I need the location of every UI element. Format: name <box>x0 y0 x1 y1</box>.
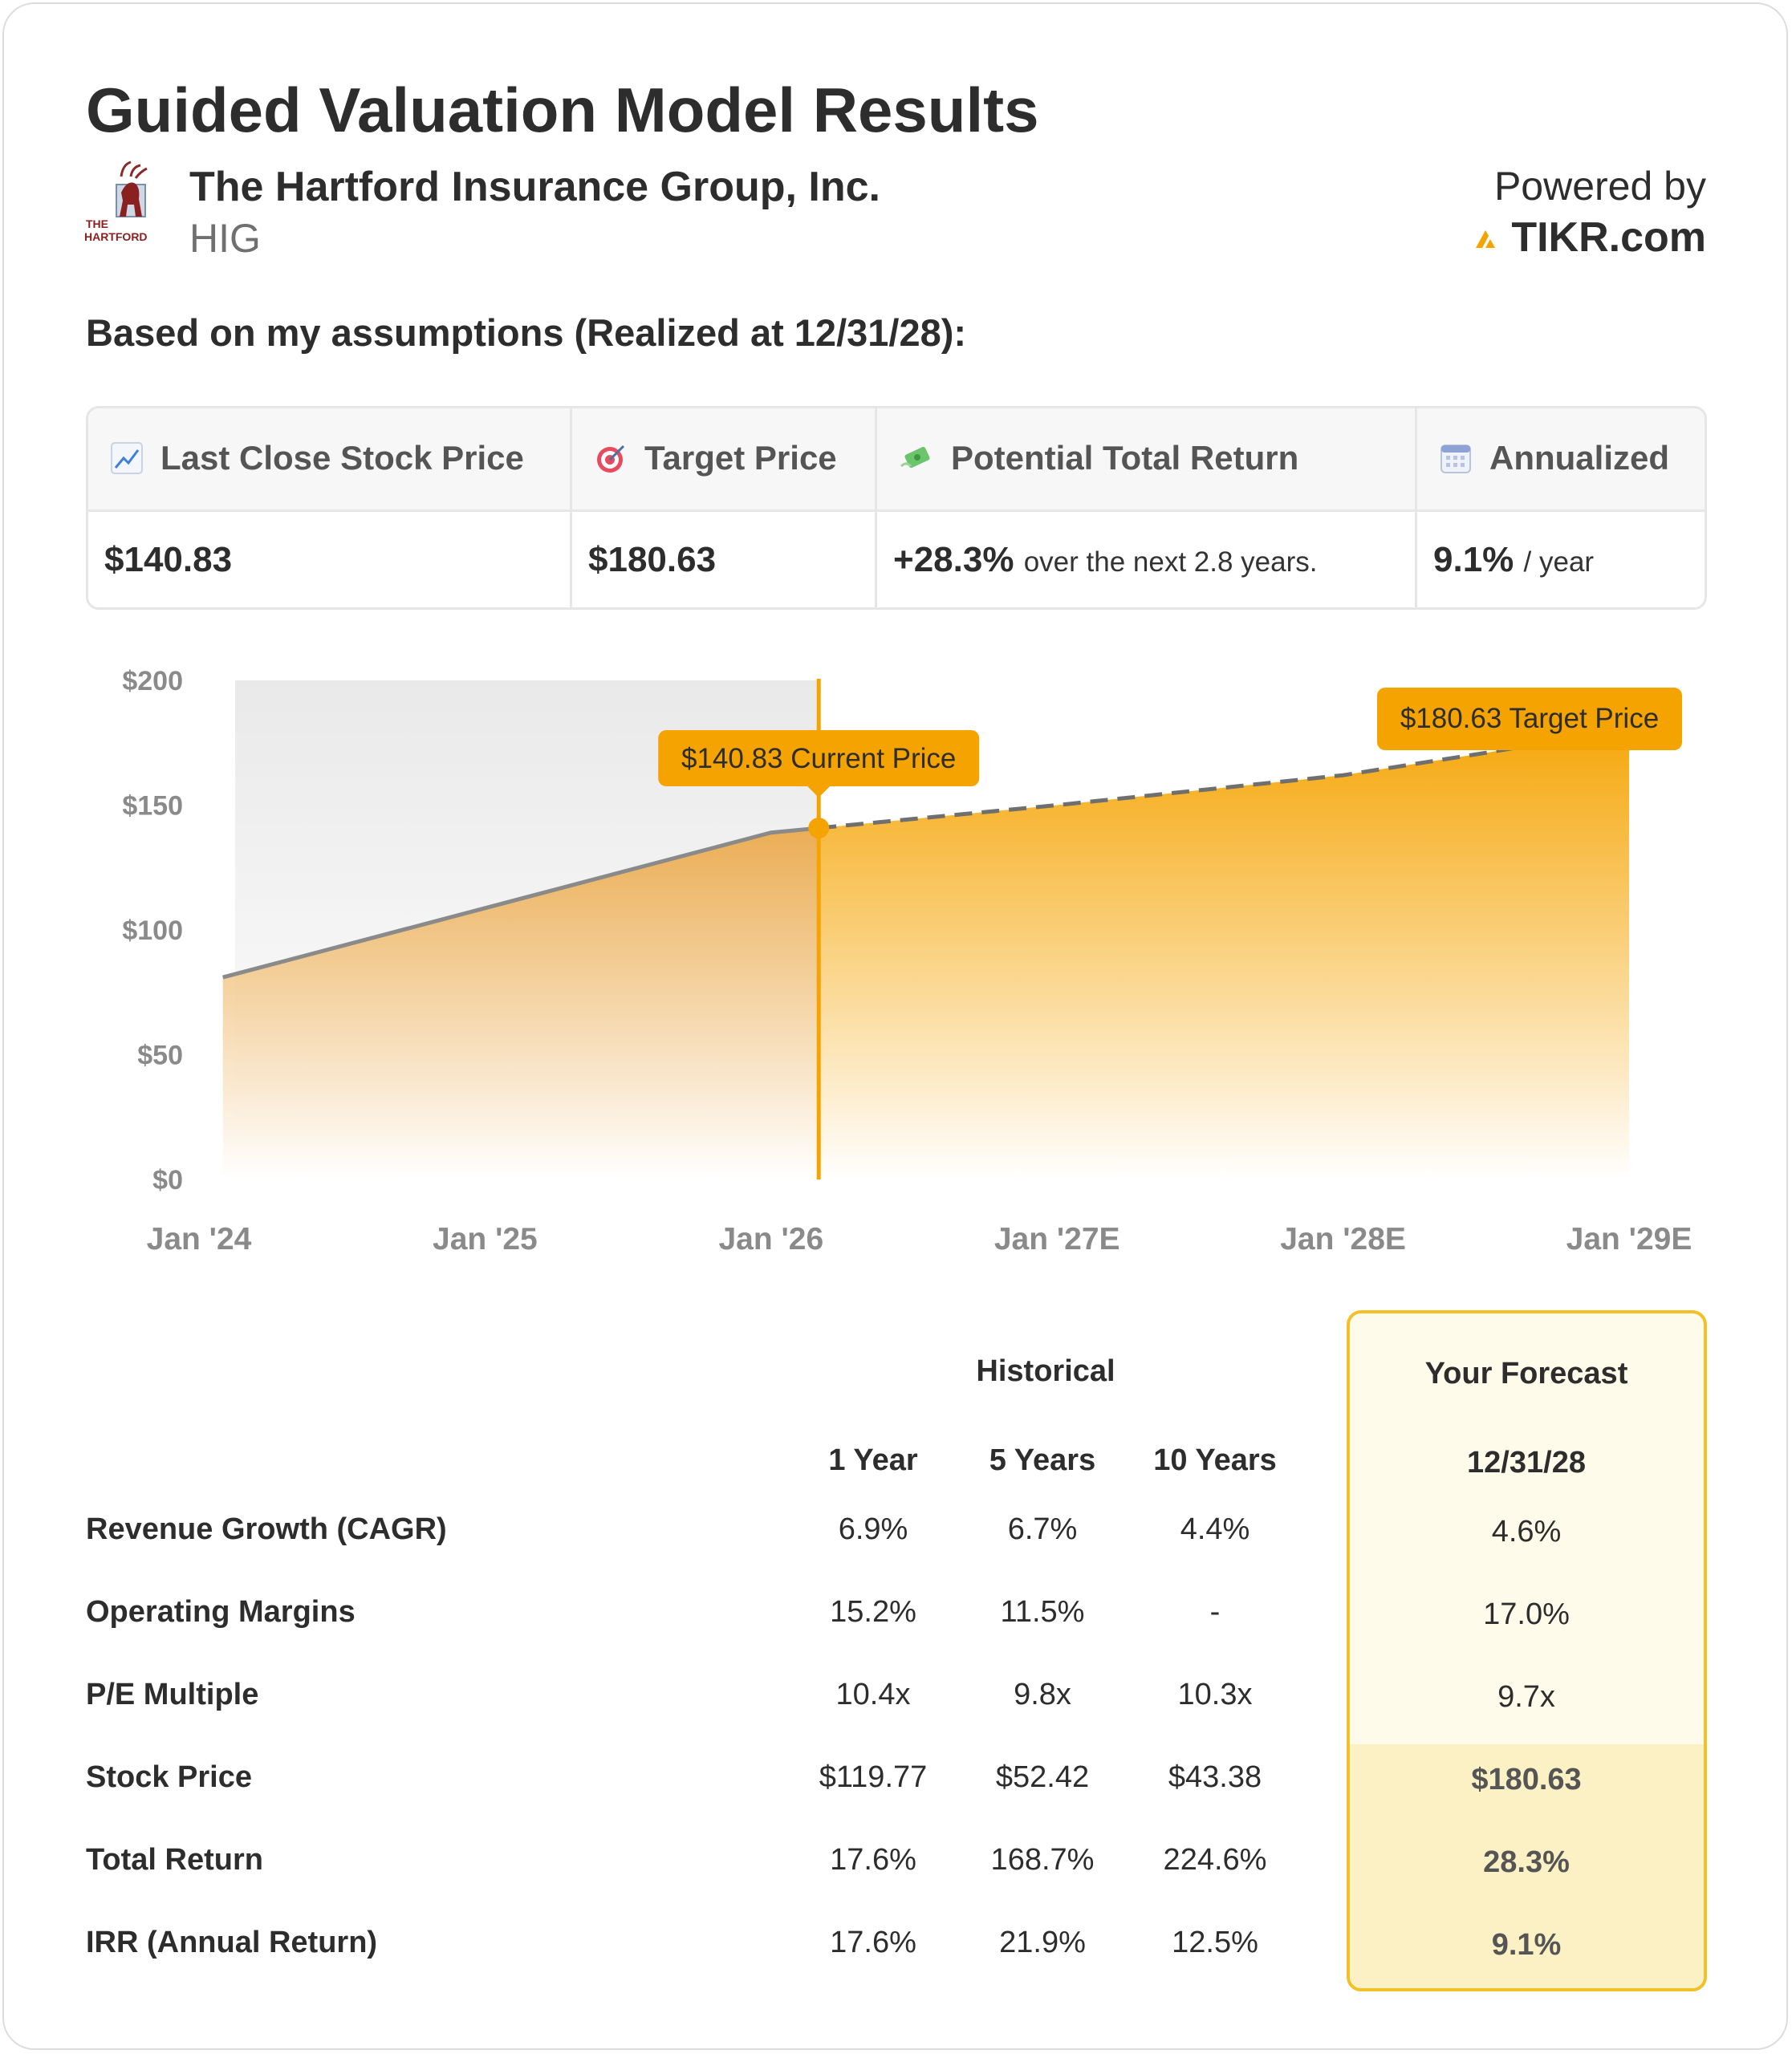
forecast-value: 9.1% <box>1491 1928 1562 1962</box>
x-tick-label: Jan '25 <box>433 1222 538 1256</box>
forecast-value: 4.6% <box>1491 1515 1562 1549</box>
logo-text-hartford: HARTFORD <box>84 230 148 243</box>
metric-value: 21.9% <box>999 1926 1086 1959</box>
total-return-value <box>893 540 1317 580</box>
summary-col-annualized <box>1417 408 1707 607</box>
current-price-point <box>808 818 829 838</box>
period-header-1y: 1 Year <box>828 1443 918 1477</box>
page-title: Guided Valuation Model Results <box>86 75 1039 145</box>
forecast-value: $180.63 <box>1471 1763 1582 1796</box>
y-tick-label: $50 <box>137 1040 183 1071</box>
total-return-number: +28.3% <box>893 540 1014 579</box>
y-tick-label: $100 <box>122 915 183 946</box>
y-tick-label: $200 <box>122 666 183 696</box>
summary-label: Last Close Stock Price <box>161 439 524 477</box>
period-header-5y: 5 Years <box>989 1443 1096 1477</box>
metric-value: $43.38 <box>1168 1760 1262 1794</box>
summary-label: Potential Total Return <box>951 439 1299 477</box>
metric-value: 10.4x <box>835 1678 911 1711</box>
last-close-value: $140.83 <box>104 540 233 579</box>
forecast-value: 17.0% <box>1483 1597 1570 1631</box>
summary-header-last-close <box>111 439 524 477</box>
metric-value: $52.42 <box>995 1760 1090 1794</box>
metric-value: 168.7% <box>990 1843 1095 1877</box>
period-header-10y: 10 Years <box>1153 1443 1277 1477</box>
forecast-area <box>819 729 1629 1179</box>
x-tick-label: Jan '29E <box>1566 1222 1692 1256</box>
powered-by-label: Powered by <box>1493 164 1706 209</box>
metric-value: 11.5% <box>1000 1595 1085 1629</box>
x-tick-label: Jan '26 <box>718 1222 824 1256</box>
summary-col-target <box>572 408 877 607</box>
x-tick-label: Jan '24 <box>146 1222 252 1256</box>
tikr-brand-link[interactable] <box>1474 213 1706 262</box>
metric-label: Revenue Growth (CAGR) <box>86 1512 447 1546</box>
metric-value: 17.6% <box>830 1843 916 1877</box>
annualized-value <box>1433 540 1594 580</box>
annualized-number: 9.1% <box>1433 540 1514 579</box>
chart-increasing-icon <box>111 442 143 474</box>
forecast-column <box>1347 1310 1707 1991</box>
metric-value: 6.7% <box>1007 1512 1078 1546</box>
metric-label: Stock Price <box>86 1760 252 1794</box>
total-return-period: over the next 2.8 years. <box>1023 546 1318 578</box>
target-icon <box>595 442 627 474</box>
metric-value: - <box>1209 1595 1221 1629</box>
calendar-icon <box>1440 442 1472 474</box>
summary-header-total-return <box>900 439 1298 477</box>
metric-label: IRR (Annual Return) <box>86 1926 378 1959</box>
summary-label: Target Price <box>644 439 837 477</box>
summary-table <box>86 406 1707 610</box>
metric-value: 12.5% <box>1172 1926 1258 1959</box>
metric-value: 15.2% <box>830 1595 916 1629</box>
summary-label: Annualized <box>1489 439 1670 477</box>
metric-value: 4.4% <box>1180 1512 1250 1546</box>
summary-col-last-close <box>88 408 572 607</box>
money-with-wings-icon <box>900 442 933 474</box>
metric-value: $119.77 <box>819 1760 928 1794</box>
tikr-brand-text: TIKR.com <box>1511 214 1706 261</box>
forecast-value: 9.7x <box>1497 1680 1555 1714</box>
logo-text-the: THE <box>86 217 108 230</box>
current-price-label: $140.83 Current Price <box>681 743 957 775</box>
ticker-symbol: HIG <box>189 216 261 261</box>
company-logo <box>83 160 163 249</box>
summary-header-target <box>595 439 837 477</box>
price-chart <box>0 634 1792 1292</box>
summary-header-annualized <box>1440 439 1669 477</box>
annualized-unit: / year <box>1523 546 1595 578</box>
y-tick-label: $0 <box>152 1165 183 1195</box>
forecast-date-header: 12/31/28 <box>1467 1446 1586 1480</box>
metric-value: 224.6% <box>1163 1843 1267 1877</box>
metric-value: 17.6% <box>830 1926 916 1959</box>
target-price-label: $180.63 Target Price <box>1400 703 1660 734</box>
metric-label: Total Return <box>86 1843 263 1877</box>
forecast-value: 28.3% <box>1483 1845 1570 1879</box>
summary-col-total-return <box>877 408 1417 607</box>
assumptions-subtitle: Based on my assumptions (Realized at 12/31/28): <box>86 311 967 354</box>
y-tick-label: $150 <box>122 790 183 822</box>
historical-header: Historical <box>976 1354 1115 1388</box>
metric-value: 10.3x <box>1177 1678 1253 1711</box>
tikr-logo-icon <box>1474 225 1501 250</box>
metric-value: 9.8x <box>1014 1678 1071 1711</box>
company-name: The Hartford Insurance Group, Inc. <box>189 164 880 210</box>
metric-label: Operating Margins <box>86 1595 356 1629</box>
x-tick-label: Jan '28E <box>1280 1222 1406 1256</box>
x-tick-label: Jan '27E <box>994 1222 1120 1256</box>
metric-value: 6.9% <box>838 1512 908 1546</box>
forecast-header: Your Forecast <box>1424 1357 1628 1390</box>
target-price-value: $180.63 <box>588 540 717 579</box>
metric-label: P/E Multiple <box>86 1678 259 1711</box>
